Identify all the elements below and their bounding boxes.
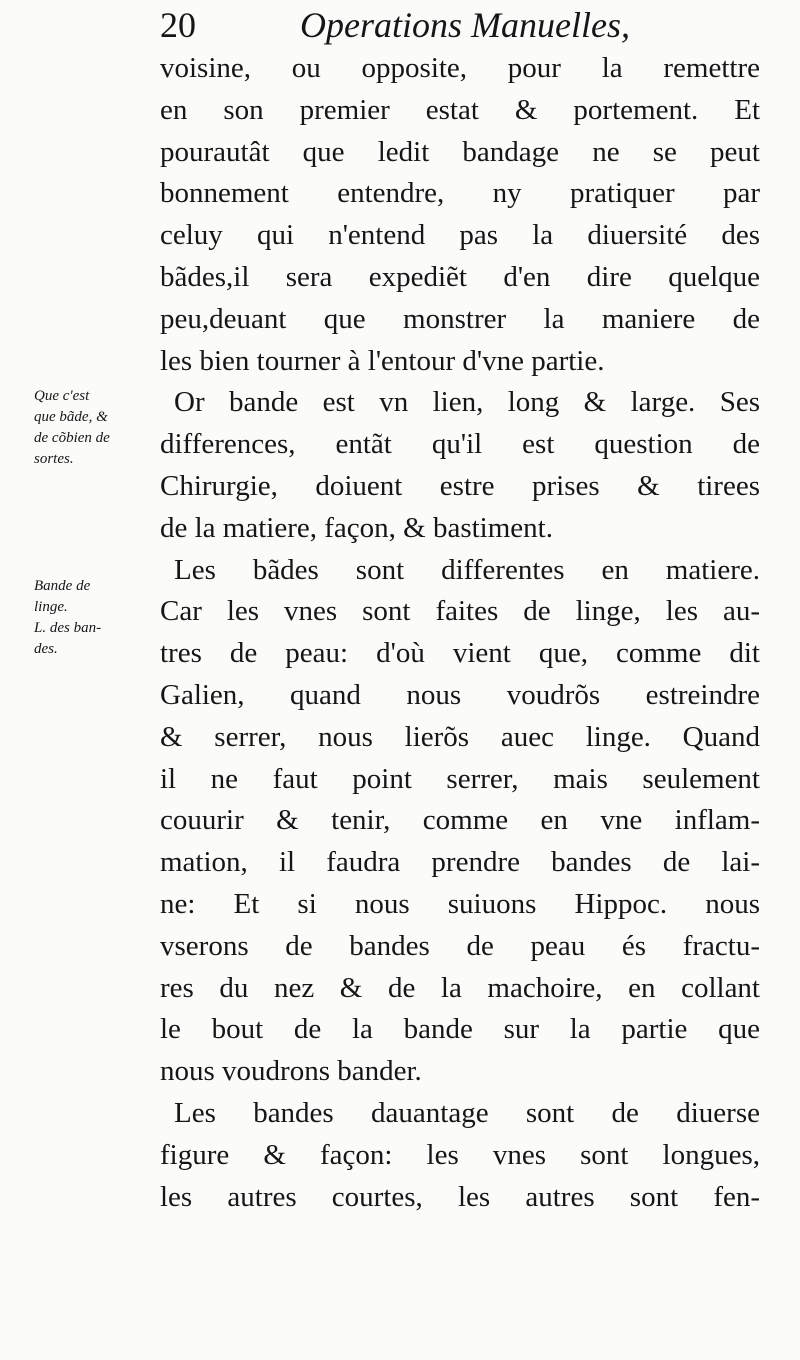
- margin-note-line: de cõbien de: [34, 430, 110, 446]
- page-header: [160, 2, 760, 52]
- text-line: les autres courtes, les autres sont fen-: [160, 1180, 760, 1213]
- text-line: res du nez & de la machoire, en collant: [160, 971, 760, 1004]
- text-line: bonnement entendre, ny pratiquer par: [160, 177, 760, 210]
- margin-note-line: des.: [34, 641, 58, 657]
- margin-note-line: que bãde, &: [34, 409, 108, 425]
- margin-note-line: sortes.: [34, 451, 74, 467]
- page-number: 20: [160, 5, 196, 45]
- text-line: Les bandes dauantage sont de diuerse: [174, 1096, 760, 1129]
- text-line: pourautât que ledit bandage ne se peut: [160, 135, 760, 168]
- text-line: bãdes,il sera expediẽt d'en dire quelque: [160, 260, 760, 293]
- text-line: Or bande est vn lien, long & large. Ses: [174, 386, 760, 419]
- text-line: les bien tourner à l'entour d'vne partie.: [160, 344, 605, 377]
- text-line: Chirurgie, doiuent estre prises & tirees: [160, 469, 760, 502]
- text-line: figure & façon: les vnes sont longues,: [160, 1138, 760, 1171]
- margin-note-line: linge.: [34, 599, 68, 615]
- margin-note-line: Bande de: [34, 578, 91, 594]
- margin-note: [34, 576, 164, 660]
- running-title: Operations Manuelles,: [300, 5, 630, 45]
- text-line: peu,deuant que monstrer la maniere de: [160, 302, 760, 335]
- text-line: & serrer, nous lierõs auec linge. Quand: [160, 720, 760, 753]
- margin-note: [34, 386, 164, 470]
- text-line: mation, il faudra prendre bandes de lai-: [160, 846, 760, 879]
- text-line: le bout de la bande sur la partie que: [160, 1013, 760, 1046]
- text-line: Car les vnes sont faites de linge, les au-: [160, 595, 760, 628]
- body-text: [160, 48, 760, 1218]
- text-line: il ne faut point serrer, mais seulement: [160, 762, 760, 795]
- text-line: couurir & tenir, comme en vne inflam-: [160, 804, 760, 837]
- text-line: de la matiere, façon, & bastiment.: [160, 511, 553, 544]
- text-line: celuy qui n'entend pas la diuersité des: [160, 219, 760, 252]
- text-line: vserons de bandes de peau és fractu-: [160, 929, 760, 962]
- margin-note-line: Que c'est: [34, 388, 90, 404]
- text-line: en son premier estat & portement. Et: [160, 93, 760, 126]
- margin-note-line: L. des ban-: [34, 620, 102, 636]
- text-line: differences, entãt qu'il est question de: [160, 428, 760, 461]
- text-line: voisine, ou opposite, pour la remettre: [160, 52, 760, 84]
- text-line: Les bãdes sont differentes en matiere.: [174, 553, 760, 586]
- text-line: tres de peau: d'où vient que, comme dit: [160, 637, 760, 670]
- text-line: Galien, quand nous voudrõs estreindre: [160, 678, 760, 711]
- text-line: ne: Et si nous suiuons Hippoc. nous: [160, 887, 760, 920]
- text-line: nous voudrons bander.: [160, 1055, 422, 1088]
